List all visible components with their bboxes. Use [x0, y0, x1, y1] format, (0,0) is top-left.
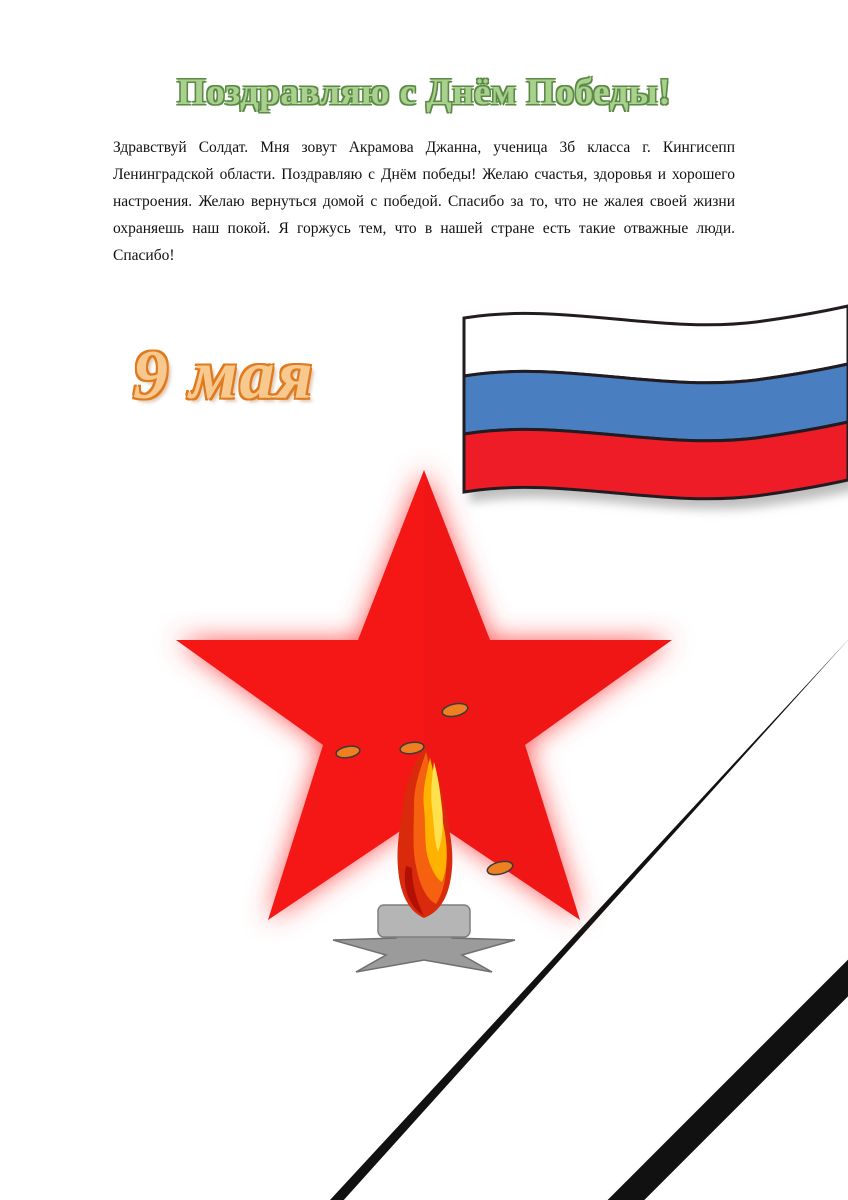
spark-3: [399, 741, 424, 755]
page-title: Поздравляю с Днём Победы!: [176, 71, 672, 113]
flame-shape: [397, 746, 452, 918]
ribbon-stripe-black-b: [231, 578, 802, 1200]
ribbon-stripe-black-a: [274, 617, 848, 1200]
flag-stripe-red: [464, 422, 848, 499]
ribbon-stripe-black-c: [188, 540, 759, 1169]
ribbon-stripe-black-1: [340, 831, 848, 1200]
ribbon-stripe-orange-c: [167, 521, 736, 1149]
star-shape: [176, 470, 672, 920]
ribbon-stripe-black-d: [142, 498, 716, 1130]
spark-4: [486, 859, 514, 877]
ribbon-stripe-orange-b: [210, 560, 779, 1188]
date-wordart: 9 мая: [133, 337, 315, 414]
spark-1: [441, 701, 469, 718]
spark-2: [335, 744, 361, 759]
star-shade-lower-right: [424, 470, 672, 920]
flag-stripe-white: [464, 306, 848, 383]
ribbon-stripe-orange-a: [253, 599, 822, 1200]
flame-base-star: [333, 905, 515, 972]
letter-body-text: Здравствуй Солдат. Мня зовут Акрамова Джанна, ученица 3б класса г. Кингисепп Ленинградской области. Поздравляю с Днём победы! Желаю счастья, здоровья и хорошего настроения. Желаю вернуться домой с победой. Спасибо за то, что не жалея своей жизни охраняешь наш покой. Я горжусь тем, что в нашей стране есть такие отважные люди. Спасибо!: [113, 138, 735, 264]
flag-stripe-blue: [464, 364, 848, 441]
